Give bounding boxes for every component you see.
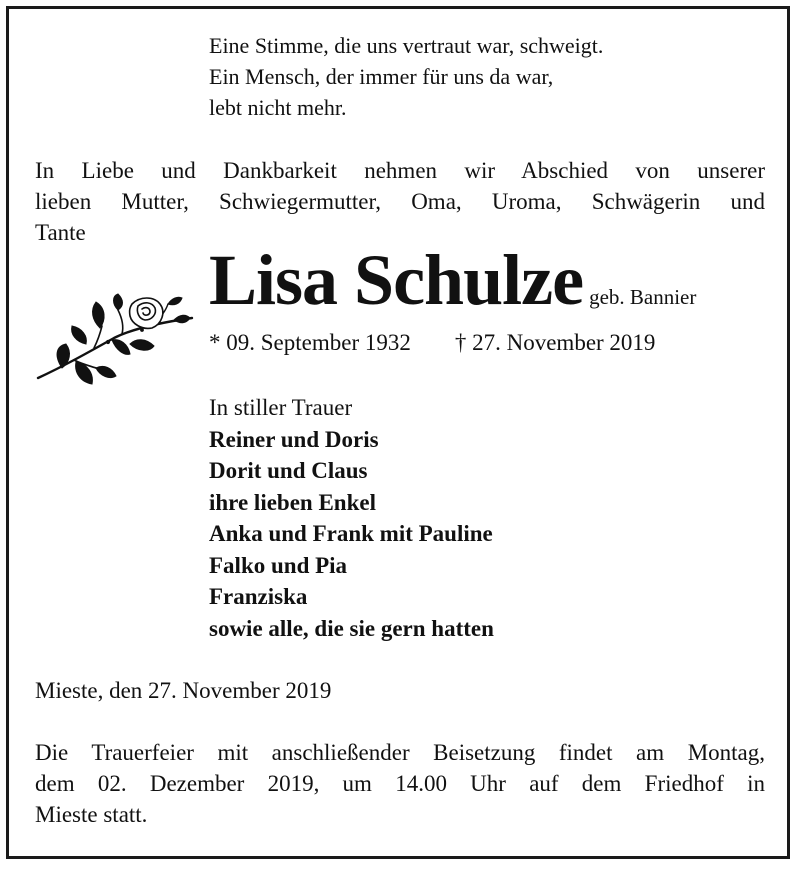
death-date: † 27. November 2019 (454, 330, 656, 355)
mourner-entry: ihre lieben Enkel (209, 489, 376, 515)
place-date: Mieste, den 27. November 2019 (35, 678, 332, 703)
funeral-line: Die Trauerfeier mit anschließender Beisetzung findet am Montag, (35, 740, 765, 765)
intro-line: lieben Mutter, Schwiegermutter, Oma, Uroma, Schwägerin und (35, 189, 765, 214)
mourner-entry: Franziska (209, 584, 308, 609)
mourner-entry: Dorit und Claus (209, 458, 368, 483)
deceased-name: Lisa Schulze (209, 240, 584, 320)
mourner-entry: Falko und Pia (209, 552, 348, 578)
mourners-heading: In stiller Trauer (209, 395, 353, 420)
intro-text (35, 155, 765, 248)
poem-line: Eine Stimme, die uns vertraut war, schweigt. (209, 33, 604, 58)
intro-line: Tante (35, 220, 86, 245)
mourner-entry: Anka und Frank mit Pauline (209, 521, 493, 546)
poem (209, 30, 603, 123)
poem-line: Ein Mensch, der immer für uns da war, (209, 64, 554, 89)
life-dates (209, 327, 655, 358)
birth-name: geb. Bannier (589, 285, 697, 309)
funeral-line: dem 02. Dezember 2019, um 14.00 Uhr auf dem Friedhof in (35, 771, 765, 796)
birth-date: * 09. September 1932 (209, 330, 411, 355)
rose-branch-icon (34, 292, 196, 388)
mourner-entry: sowie alle, die sie gern hatten (209, 615, 494, 641)
funeral-line: Mieste statt. (35, 802, 148, 827)
poem-line: lebt nicht mehr. (209, 95, 347, 120)
funeral-notice (35, 737, 765, 830)
mourner-entry: Reiner und Doris (209, 426, 379, 452)
deceased-name-line (209, 240, 696, 320)
mourners-list (209, 392, 494, 644)
intro-line: In Liebe und Dankbarkeit nehmen wir Abschied von unserer (35, 158, 765, 183)
